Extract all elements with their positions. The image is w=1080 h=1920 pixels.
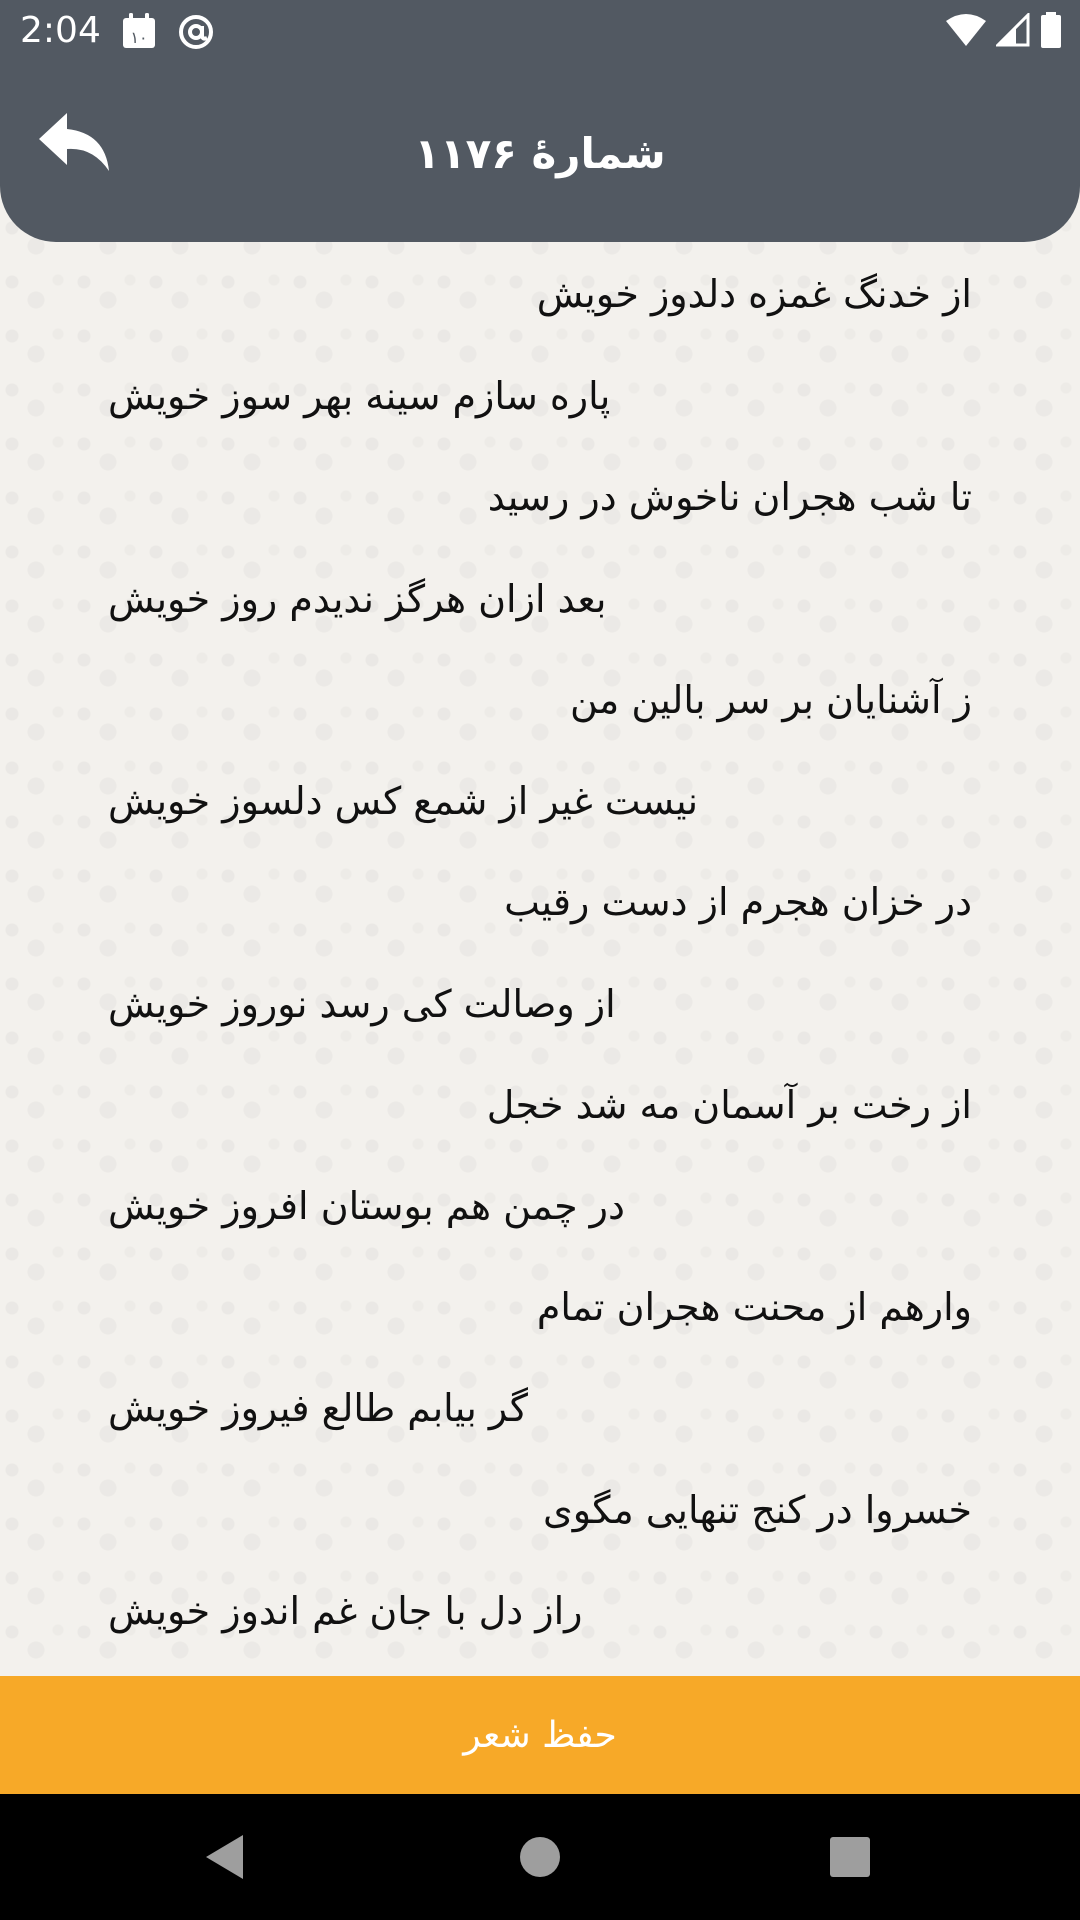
app-bar [0,62,1080,242]
verse-line: در چمن هم بوستان افروز خویش [108,1184,625,1228]
nav-back-button[interactable] [190,1822,260,1892]
calendar-day: ۱۰ [130,28,148,47]
at-sign-icon [176,12,216,52]
verse-line: نیست غیر از شمع کس دلسوز خویش [108,779,699,823]
battery-icon [1040,12,1062,48]
verse-line: خسروا در کنج تنهایی مگوی [542,1488,972,1532]
navigation-bar [0,1794,1080,1920]
status-bar [0,0,1080,62]
wifi-icon [946,13,986,47]
nav-recents-icon [829,1836,871,1878]
status-icons [946,12,1062,48]
verse-line: از خدنگ غمزه دلدوز خویش [536,272,972,316]
nav-recents-button[interactable] [815,1822,885,1892]
verse-line: ز آشنایان بر سر بالین من [569,678,972,722]
verse-line: وارهم از محنت هجران تمام [536,1285,972,1329]
verse-line: از وصالت کی رسد نوروز خویش [108,982,616,1026]
verse-line: راز دل با جان غم اندوز خویش [108,1589,583,1633]
status-time: 2:04 [20,10,101,51]
cell-signal-icon [996,13,1030,47]
verse-line: بعد ازان هرگز ندیدم روز خویش [108,577,607,621]
nav-home-icon [518,1835,562,1879]
calendar-icon [120,12,158,50]
save-poem-button[interactable]: حفظ شعر [0,1676,1080,1794]
verse-line: تا شب هجران ناخوش در رسید [487,475,972,519]
poem-content [0,242,1080,1676]
page-title: شمارهٔ ۱۱۷۶ [414,129,666,178]
verse-line: از رخت بر آسمان مه شد خجل [486,1083,972,1127]
verse-line: گر بیابم طالع فیروز خویش [108,1386,528,1430]
nav-back-icon [203,1832,247,1882]
nav-home-button[interactable] [505,1822,575,1892]
verse-line: در خزان هجرم از دست رقیب [504,880,972,924]
verse-line: پاره سازم سینه بهر سوز خویش [108,374,611,418]
